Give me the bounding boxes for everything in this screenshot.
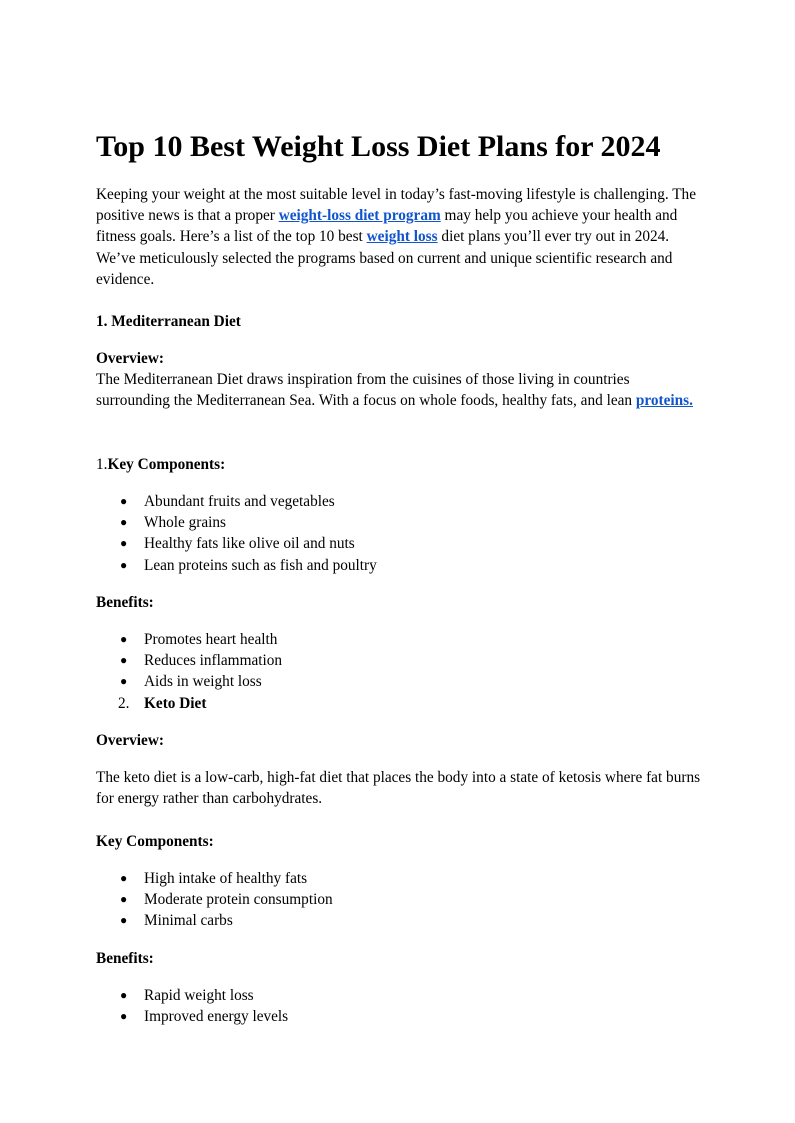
list-item-text: High intake of healthy fats bbox=[144, 870, 308, 887]
list-item-text: Healthy fats like olive oil and nuts bbox=[144, 535, 355, 553]
section-1-benefits-list bbox=[96, 629, 282, 714]
section-1-benefits-label: Benefits: bbox=[96, 594, 154, 611]
list-item bbox=[96, 985, 288, 1006]
list-item-text: Improved energy levels bbox=[144, 1008, 289, 1026]
section-1-heading: 1. Mediterranean Diet bbox=[96, 313, 241, 330]
section-2-benefits-label: Benefits: bbox=[96, 950, 154, 967]
bullet-icon: ● bbox=[120, 557, 128, 572]
bullet-icon: ● bbox=[120, 871, 128, 885]
intro-text-2: may help you achieve your health and fitness goals. Here’s a list of the top 10 best bbox=[96, 207, 678, 246]
section-2-heading: Keto Diet bbox=[144, 694, 207, 712]
proteins-link[interactable]: proteins. bbox=[635, 392, 693, 410]
list-item-text: Whole grains bbox=[144, 514, 226, 532]
bullet-icon: ● bbox=[120, 632, 128, 646]
section-1-overview-body: The Mediterranean Diet draws inspiration from the cuisines of those living in countries surrounding the Mediterranean Sea. With a focus on whole foods, healthy fats, and lean bbox=[96, 371, 636, 410]
intro-text-1: Keeping your weight at the most suitable level in today’s fast-moving lifestyle is challenging. The positive news is that a proper bbox=[96, 186, 696, 225]
list-item-text: Aids in weight loss bbox=[144, 673, 262, 691]
list-item bbox=[96, 533, 377, 554]
list-item bbox=[96, 1006, 288, 1027]
list-item-text: Minimal carbs bbox=[144, 912, 233, 930]
list-item-text: Lean proteins such as fish and poultry bbox=[144, 556, 377, 574]
list-item-text: Reduces inflammation bbox=[144, 652, 283, 670]
section-2-components-label: Key Components: bbox=[96, 833, 214, 850]
list-item bbox=[96, 889, 333, 910]
list-item bbox=[96, 650, 282, 671]
section-1-components-prefix: 1. bbox=[96, 456, 108, 473]
list-item-text: Abundant fruits and vegetables bbox=[144, 493, 335, 510]
section-2-number: 2. bbox=[118, 694, 130, 712]
section-1-components-title: Key Components: bbox=[107, 456, 226, 473]
bullet-icon: ● bbox=[120, 913, 128, 928]
bullet-icon: ● bbox=[120, 674, 128, 689]
section-2-overview-label: Overview: bbox=[96, 732, 164, 749]
list-item bbox=[96, 555, 377, 576]
list-item bbox=[96, 671, 282, 692]
list-item bbox=[96, 512, 377, 533]
list-item bbox=[96, 491, 377, 512]
bullet-icon: ● bbox=[120, 494, 128, 508]
section-1-overview-label: Overview: bbox=[96, 350, 164, 367]
list-item-text: Moderate protein consumption bbox=[144, 891, 333, 909]
list-item bbox=[96, 868, 333, 889]
bullet-icon: ● bbox=[120, 653, 128, 668]
section-2-overview-text: The keto diet is a low-carb, high-fat diet that places the body into a state of ketosis where fat burns for energy rather than carbohydrates. bbox=[96, 769, 701, 808]
section-1-components-list bbox=[96, 491, 377, 576]
list-item-text: Promotes heart health bbox=[144, 631, 278, 648]
list-item bbox=[96, 910, 333, 931]
bullet-icon: ● bbox=[120, 988, 128, 1002]
section-2-benefits-list bbox=[96, 985, 288, 1027]
section-1-overview-text bbox=[96, 369, 706, 411]
weight-loss-diet-program-link[interactable]: weight-loss diet program bbox=[278, 207, 441, 225]
bullet-icon: ● bbox=[120, 515, 128, 530]
bullet-icon: ● bbox=[120, 892, 128, 907]
section-2-components-list bbox=[96, 868, 333, 932]
intro-paragraph bbox=[96, 184, 706, 290]
list-item-text: Rapid weight loss bbox=[144, 987, 254, 1004]
list-item bbox=[96, 629, 282, 650]
page-title: Top 10 Best Weight Loss Diet Plans for 2024 bbox=[96, 130, 661, 163]
weight-loss-link[interactable]: weight loss bbox=[366, 228, 438, 246]
bullet-icon: ● bbox=[120, 536, 128, 551]
section-1-components-label bbox=[96, 454, 225, 475]
intro-text-3: diet plans you’ll ever try out in 2024. We’ve meticulously selected the programs based on current and unique scientific research and evidence. bbox=[96, 228, 673, 288]
section-2-heading-item bbox=[96, 693, 282, 714]
bullet-icon: ● bbox=[120, 1009, 128, 1024]
